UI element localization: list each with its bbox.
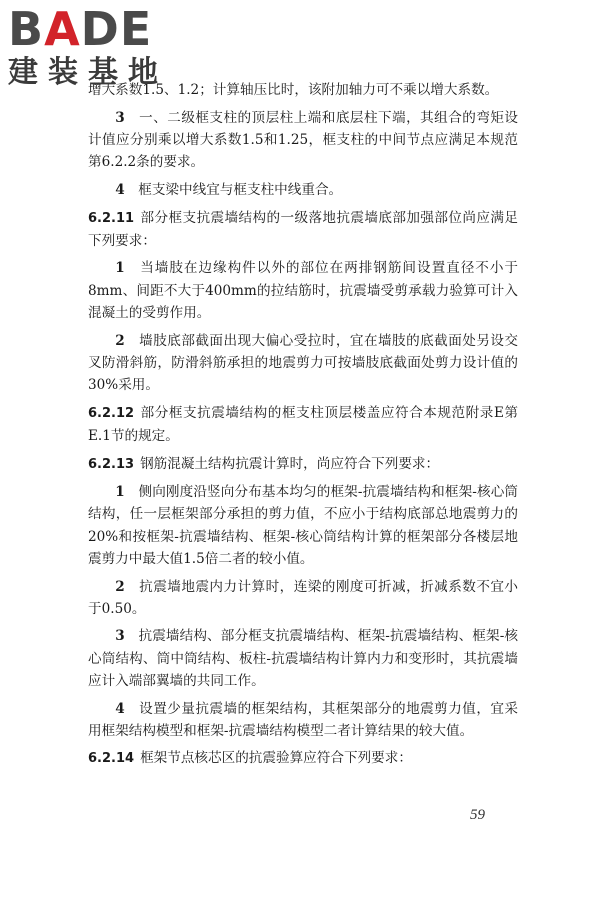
item-number: 2: [115, 332, 125, 349]
clause-paragraph: [88, 453, 518, 476]
list-item: [88, 576, 518, 620]
document-body: [88, 79, 518, 776]
item-text: 当墙肢在边缘构件以外的部位在两排钢筋间设置直径不小于8mm、间距不大于400mm的拉结筋时，抗震墙受剪承载力验算可计入混凝土的受剪作用。: [88, 260, 519, 321]
clause-text: 框架节点核芯区的抗震验算应符合下列要求：: [140, 750, 412, 767]
item-number: 2: [115, 578, 125, 595]
item-text: 设置少量抗震墙的框架结构，其框架部分的地震剪力值，宜采用框架结构模型和框架-抗震墙结构模型二者计算结果的较大值。: [88, 700, 519, 739]
item-number: 4: [115, 700, 125, 717]
clause-number: 6.2.13: [88, 456, 135, 472]
clause-number: 6.2.12: [88, 405, 135, 421]
clause-paragraph: [88, 207, 518, 252]
clause-paragraph: [88, 747, 518, 770]
item-number: 3: [115, 109, 125, 126]
logo-wordmark: [8, 4, 178, 54]
item-number: 4: [115, 181, 125, 198]
list-item: [88, 257, 518, 324]
item-text: 抗震墙地震内力计算时，连梁的刚度可折减，折减系数不宜小于0.50。: [88, 578, 519, 617]
item-text: 墙肢底部截面出现大偏心受拉时，宜在墙肢的底截面处另设交叉防滑斜筋，防滑斜筋承担的地震剪力可按墙肢底截面处剪力设计值的30%采用。: [88, 332, 519, 393]
item-text: 抗震墙结构、部分框支抗震墙结构、框架-抗震墙结构、框架-核心筒结构、筒中筒结构、板柱-抗震墙结构计算内力和变形时，其抗震墙应计入端部翼墙的共同工作。: [88, 628, 519, 689]
item-number: 1: [115, 484, 125, 501]
page-number: 59: [470, 807, 485, 823]
clause-text: 钢筋混凝土结构抗震计算时，尚应符合下列要求：: [140, 455, 440, 472]
list-item: [88, 330, 518, 397]
item-text: 一、二级框支柱的顶层柱上端和底层柱下端，其组合的弯矩设计值应分别乘以增大系数1.5和1.25，框支柱的中间节点应满足本规范第6.2.2条的要求。: [88, 109, 519, 171]
list-item: [88, 179, 518, 201]
logo-subtitle: 建装基地: [8, 55, 168, 90]
item-number: 3: [115, 628, 125, 645]
logo-letter-a: A: [44, 2, 81, 56]
bade-logo: [8, 4, 178, 96]
clause-text: 部分框支抗震墙结构的框支柱顶层楼盖应符合本规范附录E第E.1节的规定。: [88, 404, 518, 444]
list-item: [88, 625, 518, 692]
paragraph-text: 增大系数1.5、1.2；计算轴压比时，该附加轴力可不乘以增大系数。: [88, 82, 499, 98]
item-text: 框支梁中线宜与框支柱中线重合。: [138, 181, 343, 198]
list-item: [88, 107, 518, 174]
logo-letter-b: B: [8, 2, 45, 56]
logo-letters-de: DE: [80, 2, 153, 56]
clause-paragraph: [88, 402, 518, 447]
clause-text: 部分框支抗震墙结构的一级落地抗震墙底部加强部位尚应满足下列要求：: [88, 209, 518, 249]
item-number: 1: [115, 260, 125, 277]
clause-number: 6.2.11: [88, 210, 135, 226]
list-item: [88, 698, 518, 742]
list-item: [88, 481, 518, 570]
item-text: 侧向刚度沿竖向分布基本均匀的框架-抗震墙结构和框架-核心筒结构，任一层框架部分承担的剪力值，不应小于结构底部总地震剪力的20%和按框架-抗震墙结构、框架-核心筒结构计算的框架部分各楼层地震剪力中最大值1.5倍二者的较小值。: [88, 484, 519, 567]
clause-number: 6.2.14: [88, 751, 135, 767]
